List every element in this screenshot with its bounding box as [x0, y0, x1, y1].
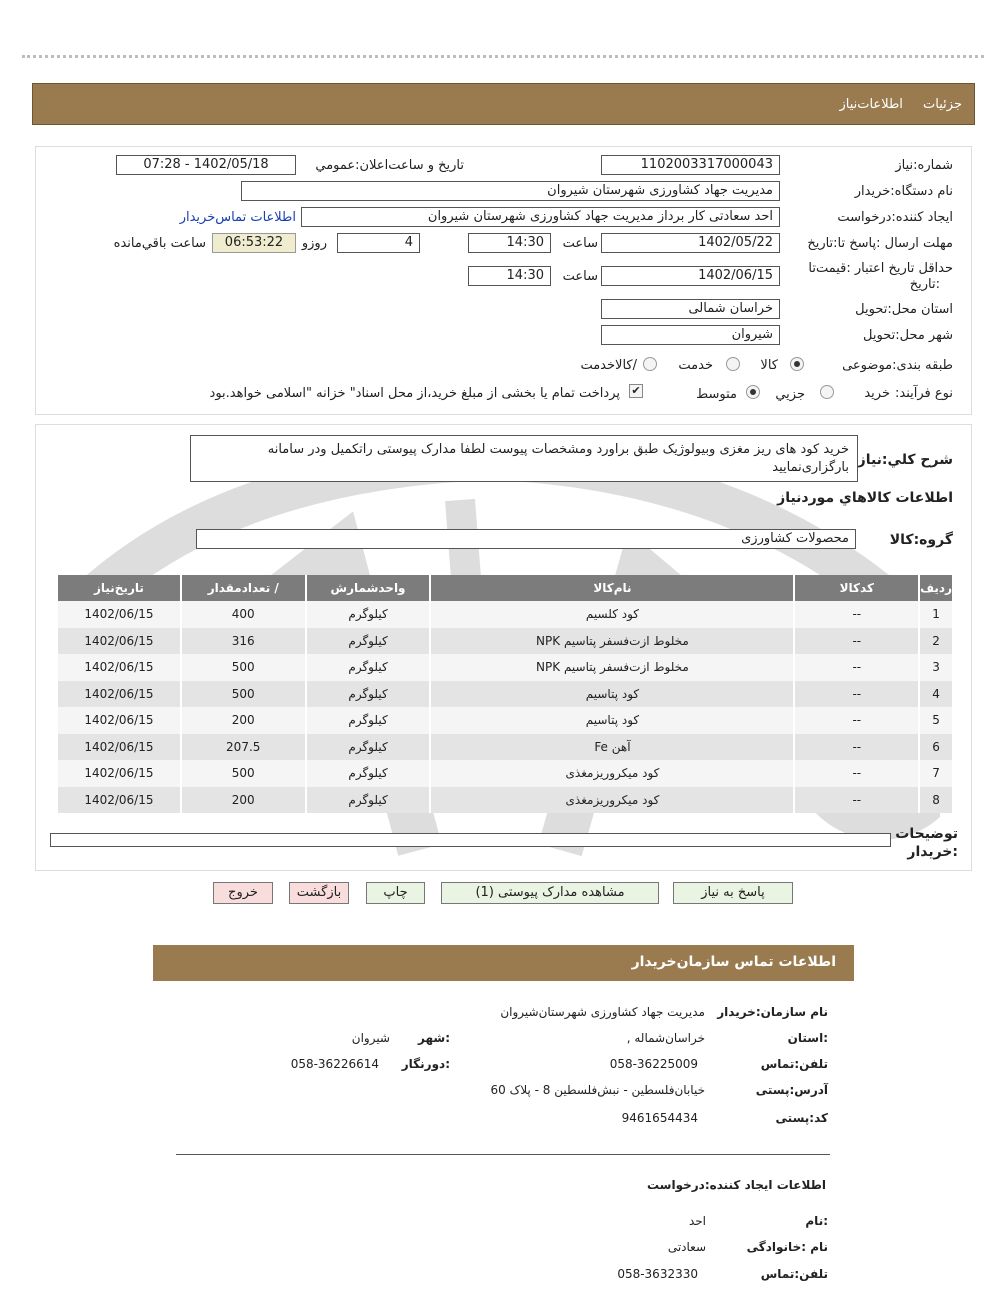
cell-code: --: [794, 628, 919, 655]
cell-row: 3: [919, 654, 952, 681]
process-buy-label: خرید: [864, 386, 890, 401]
deadline-label: مهلت ارسال :پاسخ تا:تاریخ: [807, 236, 953, 251]
contact-fax-label: :دورنگار: [401, 1057, 450, 1071]
contact-address-value: خیابان‌فلسطین - نبش‌فلسطین 8 - پلاک 60: [490, 1083, 705, 1097]
cell-unit: کیلوگرم: [306, 654, 431, 681]
cell-unit: کیلوگرم: [306, 628, 431, 655]
contact-address-label: آدرس:پستی: [755, 1083, 828, 1097]
cell-unit: کیلوگرم: [306, 760, 431, 787]
cell-name: مخلوط ازت‌فسفر پتاسیم NPK: [430, 654, 794, 681]
description-label: شرح کلي:نیاز: [857, 452, 953, 468]
cell-name: کود کلسیم: [430, 601, 794, 628]
validity-hour-label: ساعت: [562, 269, 598, 284]
cell-need-date: 1402/06/15: [57, 628, 181, 655]
print-button[interactable]: چاپ: [366, 882, 425, 904]
validity-date-field: 1402/06/15: [601, 266, 780, 286]
cell-code: --: [794, 760, 919, 787]
validity-time-field: 14:30: [468, 266, 551, 286]
days-field: 4: [337, 233, 420, 253]
buyer-contact-link[interactable]: اطلاعات تماس‌خریدار: [179, 210, 296, 225]
process-label: نوع فرآیند:: [895, 386, 953, 401]
cell-code: --: [794, 601, 919, 628]
contact-city-label: :شهر: [418, 1031, 450, 1045]
col-row: ردیف: [919, 575, 952, 601]
cell-row: 5: [919, 707, 952, 734]
category-goods-service-radio[interactable]: [643, 357, 657, 371]
cell-need-date: 1402/06/15: [57, 760, 181, 787]
cell-quantity: 200: [181, 787, 306, 814]
requester-family-label: نام :خانوادگی: [746, 1240, 828, 1254]
city-field: شیروان: [601, 325, 780, 345]
cell-need-date: 1402/06/15: [57, 654, 181, 681]
cell-quantity: 500: [181, 681, 306, 708]
process-minor-label: جزيي: [775, 387, 805, 402]
cell-row: 8: [919, 787, 952, 814]
contact-phone-label: تلفن:تماس: [760, 1057, 828, 1071]
cell-row: 2: [919, 628, 952, 655]
cell-name: کود پتاسیم: [430, 707, 794, 734]
category-goods-label: کالا: [760, 358, 778, 373]
announce-label: تاریخ و ساعت‌اعلان:عمومي: [315, 158, 464, 173]
table-row: [57, 601, 952, 628]
col-name: نام‌کالا: [430, 575, 794, 601]
cell-name: مخلوط ازت‌فسفر پتاسیم NPK: [430, 628, 794, 655]
buyer-org-label: نام دستگاه:خریدار: [854, 184, 953, 199]
cell-unit: کیلوگرم: [306, 707, 431, 734]
cell-row: 6: [919, 734, 952, 761]
table-row: [57, 787, 952, 814]
requester-name-value: احد: [688, 1214, 706, 1228]
tab-details[interactable]: جزئیات: [923, 97, 962, 112]
table-row: [57, 681, 952, 708]
process-medium-radio[interactable]: [746, 385, 760, 399]
back-button[interactable]: بازگشت: [289, 882, 349, 904]
cell-need-date: 1402/06/15: [57, 734, 181, 761]
remaining-label: ساعت باقي‌مانده: [113, 236, 206, 251]
cell-row: 4: [919, 681, 952, 708]
top-divider: [22, 55, 984, 58]
creator-label: ایجاد کننده:درخواست: [837, 210, 953, 225]
deadline-time-field: 14:30: [468, 233, 551, 253]
cell-quantity: 207.5: [181, 734, 306, 761]
category-goods-radio[interactable]: [790, 357, 804, 371]
validity-label-2: :تاریخ: [909, 277, 940, 292]
col-code: کدکالا: [794, 575, 919, 601]
requester-phone-value: 058-3632330: [617, 1267, 698, 1281]
cell-quantity: 500: [181, 654, 306, 681]
cell-need-date: 1402/06/15: [57, 601, 181, 628]
cell-need-date: 1402/06/15: [57, 787, 181, 814]
cell-name: کود میکروریزمغذی: [430, 787, 794, 814]
process-medium-label: متوسط: [696, 387, 737, 402]
contact-fax-value: 058-36226614: [290, 1057, 379, 1071]
cell-unit: کیلوگرم: [306, 601, 431, 628]
treasury-payment-checkbox[interactable]: ✔: [629, 384, 643, 398]
table-row: [57, 734, 952, 761]
cell-quantity: 200: [181, 707, 306, 734]
table-row: [57, 707, 952, 734]
days-label: روزو: [301, 236, 327, 251]
contact-org-label: نام سازمان:خریدار: [717, 1005, 828, 1019]
cell-row: 7: [919, 760, 952, 787]
reply-button[interactable]: پاسخ به نیاز: [673, 882, 793, 904]
buyer-notes-field: [50, 833, 891, 847]
contact-title: اطلاعات تماس سازمان‌خریدار: [631, 954, 836, 970]
tab-need-info[interactable]: اطلاعات‌نیاز: [839, 97, 903, 112]
announce-field: 1402/05/18 - 07:28: [116, 155, 296, 175]
goods-table: [56, 575, 952, 813]
category-service-radio[interactable]: [726, 357, 740, 371]
treasury-payment-note: پرداخت تمام یا بخشی از مبلغ خرید،از محل اسناد" خزانه "اسلامی خواهد.بود: [209, 386, 620, 401]
cell-quantity: 316: [181, 628, 306, 655]
city-label: شهر محل:تحویل: [863, 328, 953, 343]
col-unit: واحدشمارش: [306, 575, 431, 601]
contact-postal-value: 9461654434: [621, 1111, 698, 1125]
cell-quantity: 400: [181, 601, 306, 628]
cell-unit: کیلوگرم: [306, 787, 431, 814]
cell-need-date: 1402/06/15: [57, 707, 181, 734]
requester-title: اطلاعات ایجاد کننده:درخواست: [646, 1178, 826, 1192]
contact-header-bar: [153, 945, 854, 981]
contact-city-value: شیروان: [351, 1031, 390, 1045]
cell-code: --: [794, 681, 919, 708]
goods-group-label: گروه:کالا: [889, 532, 953, 548]
process-minor-radio[interactable]: [820, 385, 834, 399]
buyer-org-field: مدیریت جهاد کشاورزی شهرستان شیروان: [241, 181, 780, 201]
contact-phone-value: 058-36225009: [609, 1057, 698, 1071]
cell-code: --: [794, 707, 919, 734]
details-header-bar: [32, 83, 975, 125]
need-number-field: 1102003317000043: [601, 155, 780, 175]
cell-need-date: 1402/06/15: [57, 681, 181, 708]
requester-family-value: سعادتی: [667, 1240, 706, 1254]
creator-field: احد سعادتی کار برداز مدیریت جهاد کشاورزی شهرستان شیروان: [301, 207, 780, 227]
view-docs-button[interactable]: مشاهده مدارک پیوستی (1): [441, 882, 659, 904]
col-quantity: / تعداد‌مقدار: [181, 575, 306, 601]
cell-name: کود پتاسیم: [430, 681, 794, 708]
remaining-time-field: 06:53:22: [212, 233, 296, 253]
col-need-date: تاریخ‌نیاز: [57, 575, 181, 601]
cell-name: کود میکروریزمغذی: [430, 760, 794, 787]
exit-button[interactable]: خروج: [213, 882, 273, 904]
requester-name-label: :نام: [805, 1214, 828, 1228]
cell-row: 1: [919, 601, 952, 628]
buyer-notes-label-2: :خریدار: [907, 844, 958, 860]
contact-divider: [176, 1154, 830, 1155]
cell-unit: کیلوگرم: [306, 681, 431, 708]
description-field: خرید کود های ریز مغزی وبیولوژیک طبق براورد ومشخصات پیوست لطفا مدارک پیوستی راتکمیل ودر سامانه بارگزاری‌نمایید: [190, 435, 858, 482]
goods-table-header: [57, 575, 952, 601]
cell-code: --: [794, 734, 919, 761]
contact-postal-label: کد:پستی: [775, 1111, 828, 1125]
contact-province-value: خراسان‌شماله ,: [626, 1031, 705, 1045]
table-row: [57, 654, 952, 681]
cell-name: آهن Fe: [430, 734, 794, 761]
contact-org-value: مدیریت جهاد کشاورزی شهرستان‌شیروان: [500, 1005, 705, 1019]
requester-phone-label: تلفن:تماس: [760, 1267, 828, 1281]
deadline-hour-label: ساعت: [562, 236, 598, 251]
cell-code: --: [794, 654, 919, 681]
cell-code: --: [794, 787, 919, 814]
province-field: خراسان شمالی: [601, 299, 780, 319]
province-label: استان محل:تحویل: [855, 302, 953, 317]
need-number-label: شماره:نیاز: [895, 158, 953, 173]
cell-unit: کیلوگرم: [306, 734, 431, 761]
goods-group-field: محصولات کشاورزی: [196, 529, 856, 549]
buyer-notes-label-1: توضیحات: [895, 826, 958, 842]
table-row: [57, 760, 952, 787]
category-service-label: خدمت: [678, 358, 713, 373]
goods-info-title: اطلاعات کالاهاي مورد‌نیاز: [777, 490, 953, 506]
contact-province-label: :استان: [787, 1031, 828, 1045]
table-row: [57, 628, 952, 655]
validity-label-1: حداقل تاریخ اعتبار :قیمت‌تا: [808, 261, 953, 276]
category-label: طبقه بندی:موضوعی: [842, 358, 953, 373]
cell-quantity: 500: [181, 760, 306, 787]
category-goods-service-label: /کالاخدمت: [580, 358, 637, 373]
deadline-date-field: 1402/05/22: [601, 233, 780, 253]
